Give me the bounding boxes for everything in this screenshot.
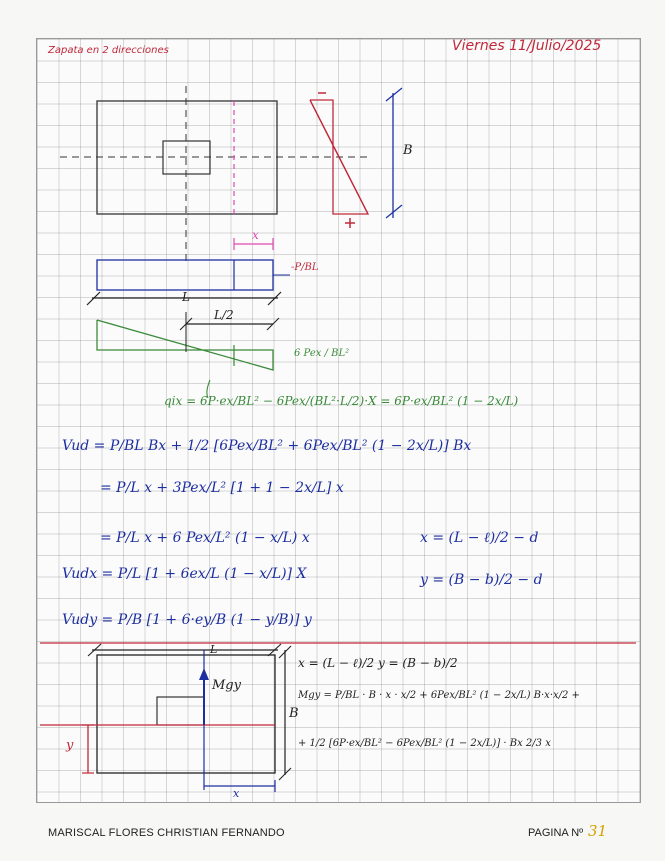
- page-date: Viernes 11/Julio/2025: [452, 38, 602, 54]
- uniform-load: [97, 260, 273, 290]
- author-name: MARISCAL FLORES CHRISTIAN FERNANDO: [48, 827, 285, 839]
- label-l: L: [182, 290, 190, 304]
- label-b-top: B: [403, 143, 413, 158]
- equation-y-def: y = (B − b)/2 − d: [420, 572, 543, 588]
- equation-mgy-1: Mgy = P/BL · B · x · x/2 + 6Pex/BL² (1 − 2x/L) B·x·x/2 +: [298, 690, 580, 701]
- page-number: 31: [588, 822, 608, 840]
- label-x-top: x: [252, 228, 259, 242]
- equation-vud-3: = P/L x + 6 Pex/L² (1 − x/L) x: [100, 530, 310, 546]
- equation-vudx: Vudx = P/L [1 + 6ex/L (1 − x/L)] X: [62, 566, 307, 582]
- label-mgy: Mgy: [212, 678, 241, 693]
- page-label: PAGINA Nº: [528, 827, 584, 839]
- triangular-load: [97, 320, 273, 370]
- label-l-half: L/2: [214, 308, 234, 322]
- equation-qix: qix = 6P·ex/BL² − 6Pex/(BL²·L/2)·X = 6P·ex/BL² (1 − 2x/L): [164, 394, 519, 408]
- label-y-bottom: y: [66, 738, 74, 753]
- footing-plan-bottom: [97, 655, 275, 773]
- moment-arrow: [199, 668, 209, 680]
- equation-vud-1: Vud = P/BL Bx + 1/2 [6Pex/BL² + 6Pex/BL² (1 − 2x/L)] Bx: [62, 438, 472, 454]
- label-six-pex: 6 Pex / BL²: [294, 348, 350, 359]
- column-bottom: [157, 697, 204, 725]
- page-title: Zapata en 2 direcciones: [48, 45, 169, 56]
- label-p-over-bl: -P/BL: [291, 262, 319, 273]
- label-x-bottom: x: [233, 787, 240, 800]
- equation-x-def: x = (L − ℓ)/2 − d: [420, 530, 539, 546]
- equation-vud-2: = P/L x + 3Pex/L² [1 + 1 − 2x/L] x: [100, 480, 344, 496]
- label-b-bottom: B: [289, 706, 299, 721]
- equation-xy-def: x = (L − ℓ)/2 y = (B − b)/2: [298, 656, 458, 670]
- label-l-bottom: L: [210, 643, 218, 656]
- equation-mgy-2: + 1/2 [6P·ex/BL² − 6Pex/BL² (1 − 2x/L)] · Bx 2/3 x: [298, 738, 551, 749]
- equation-vudy: Vudy = P/B [1 + 6·ey/B (1 − y/B)] y: [62, 612, 312, 628]
